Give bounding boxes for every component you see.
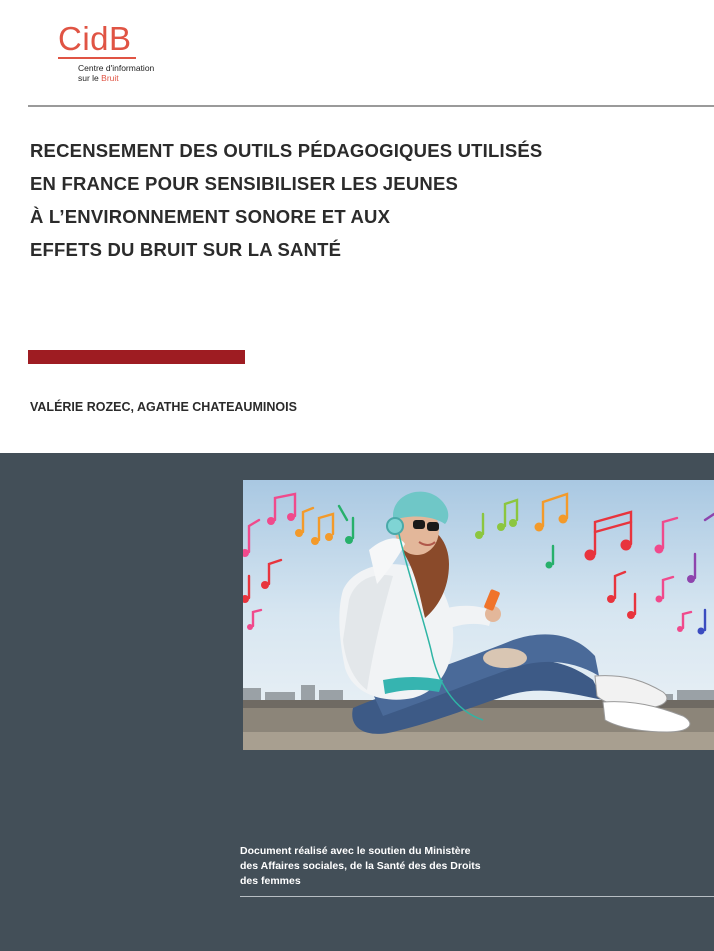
header-divider (28, 105, 714, 107)
cover-photo (243, 480, 714, 750)
logo-subtitle-line1: Centre d'information (78, 63, 155, 73)
title-line-1: RECENSEMENT DES OUTILS PÉDAGOGIQUES UTILISÉS (30, 140, 543, 161)
logo-subtitle-line2 (78, 73, 154, 83)
logo-subtitle-brand: Bruit (101, 73, 119, 83)
logo-subtitle-prefix: sur le (78, 73, 99, 83)
credit-line-3: des femmes (240, 875, 301, 887)
funding-credit (240, 844, 481, 889)
ripped-knee (483, 648, 527, 668)
title-line-2: EN FRANCE POUR SENSIBILISER LES JEUNES (30, 173, 459, 194)
logo-subtitle (78, 63, 154, 83)
credit-line-2: des Affaires sociales, de la Santé des des Droits (240, 860, 481, 872)
title-line-4: EFFETS DU BRUIT SUR LA SANTÉ (30, 239, 342, 260)
title-line-3: À L’ENVIRONNEMENT SONORE ET AUX (30, 206, 391, 227)
accent-bar (28, 350, 245, 364)
cidb-logo (58, 22, 154, 83)
document-title (30, 134, 670, 266)
authors: VALÉRIE ROZEC, AGATHE CHATEAUMINOIS (30, 400, 297, 414)
cover-bottom-panel (0, 453, 714, 951)
credit-line-1: Document réalisé avec le soutien du Ministère (240, 845, 471, 857)
photo-ledge-front (243, 732, 714, 750)
footer-divider (240, 896, 714, 897)
logo-mark: CidB (58, 20, 132, 57)
logo-underline (58, 57, 136, 59)
